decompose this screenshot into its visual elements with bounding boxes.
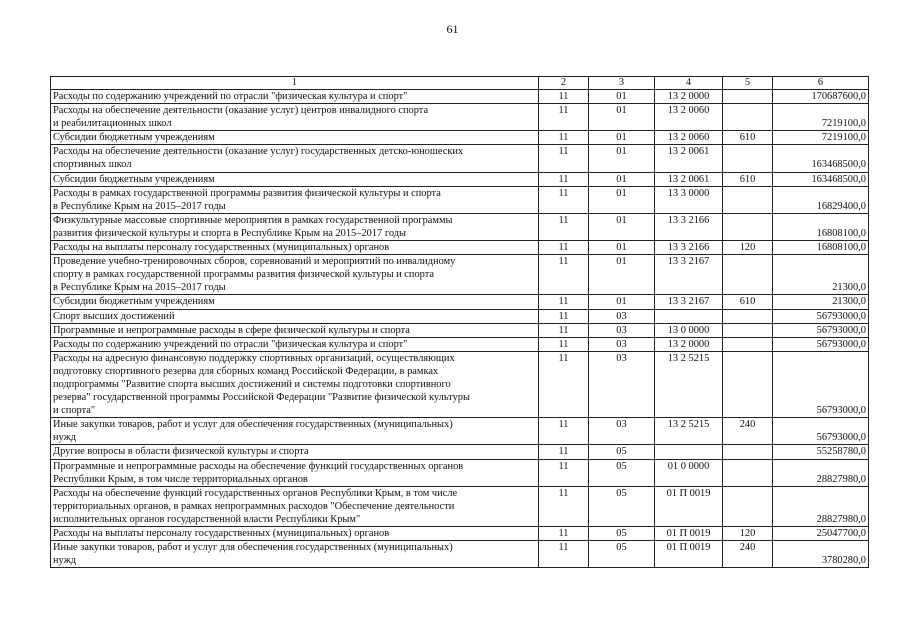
- subsection-cell: 01: [589, 241, 655, 255]
- expense-type-cell: 240: [723, 541, 773, 568]
- budget-table: [50, 76, 869, 568]
- subsection-cell: 01: [589, 213, 655, 240]
- row-name-line: Субсидии бюджетным учреждениям: [53, 173, 215, 185]
- row-name-line: Расходы на обеспечение функций государственных органов Республики Крым, в том числе: [53, 487, 458, 499]
- row-name-cell: [51, 213, 539, 240]
- row-name-line: Иные закупки товаров, работ и услуг для обеспечения государственных (муниципальных): [53, 542, 453, 554]
- column-header: 1: [51, 77, 539, 90]
- subsection-cell: 01: [589, 131, 655, 145]
- table-row: [51, 104, 869, 131]
- row-name-cell: [51, 337, 539, 351]
- subsection-cell: 01: [589, 255, 655, 295]
- table-row: [51, 541, 869, 568]
- table-row: [51, 213, 869, 240]
- column-header: 6: [773, 77, 869, 90]
- expense-type-cell: [723, 255, 773, 295]
- section-cell: 11: [539, 418, 589, 445]
- section-cell: 11: [539, 351, 589, 417]
- row-name-line: и реабилитационных школ: [53, 118, 172, 130]
- amount-cell: 56793000,0: [773, 323, 869, 337]
- section-cell: 11: [539, 445, 589, 459]
- expense-type-cell: [723, 104, 773, 131]
- row-name-cell: [51, 486, 539, 526]
- amount-cell: 25047700,0: [773, 527, 869, 541]
- amount-cell: 21300,0: [773, 255, 869, 295]
- subsection-cell: 03: [589, 351, 655, 417]
- table-row: [51, 337, 869, 351]
- row-name-line: в Республике Крым на 2015–2017 годы: [53, 282, 226, 294]
- row-name-cell: [51, 351, 539, 417]
- row-name-cell: [51, 241, 539, 255]
- section-cell: 11: [539, 541, 589, 568]
- column-header: 2: [539, 77, 589, 90]
- row-name-cell: [51, 541, 539, 568]
- amount-cell: 56793000,0: [773, 309, 869, 323]
- amount-cell: 55258780,0: [773, 445, 869, 459]
- row-name-line: подготовку спортивного резерва для сборных команд Российской Федерации, в рамках: [53, 365, 439, 377]
- table-row: [51, 418, 869, 445]
- amount-cell: 163468500,0: [773, 145, 869, 172]
- row-name-line: Субсидии бюджетным учреждениям: [53, 296, 215, 308]
- section-cell: 11: [539, 131, 589, 145]
- section-cell: 11: [539, 323, 589, 337]
- row-name-cell: [51, 104, 539, 131]
- table-row: [51, 145, 869, 172]
- expense-type-cell: [723, 459, 773, 486]
- expense-type-cell: [723, 145, 773, 172]
- row-name-line: Проведение учебно-тренировочных сборов, соревнований и мероприятий по инвалидному: [53, 256, 456, 268]
- expense-type-cell: [723, 309, 773, 323]
- row-name-cell: [51, 323, 539, 337]
- table-row: [51, 445, 869, 459]
- section-cell: 11: [539, 104, 589, 131]
- subsection-cell: 05: [589, 486, 655, 526]
- table-row: [51, 486, 869, 526]
- row-name-line: Расходы на адресную финансовую поддержку спортивных организаций, осуществляющих: [53, 352, 455, 364]
- row-name-line: подпрограммы "Развитие спорта высших достижений и системы подготовки спортивного: [53, 378, 451, 390]
- amount-cell: 56793000,0: [773, 418, 869, 445]
- row-name-line: развития физической культуры и спорта в Республике Крым на 2015–2017 годы: [53, 227, 406, 239]
- amount-cell: 21300,0: [773, 295, 869, 309]
- row-name-line: резерва" государственной программы Российской Федерации "Развитие физической культуры: [53, 392, 470, 404]
- section-cell: 11: [539, 295, 589, 309]
- table-header-row: [51, 77, 869, 90]
- row-name-line: Иные закупки товаров, работ и услуг для обеспечения государственных (муниципальных): [53, 419, 453, 431]
- expense-type-cell: [723, 186, 773, 213]
- row-name-cell: [51, 255, 539, 295]
- expense-type-cell: [723, 213, 773, 240]
- column-header: 3: [589, 77, 655, 90]
- target-article-cell: 13 2 0000: [655, 337, 723, 351]
- target-article-cell: 01 П 0019: [655, 486, 723, 526]
- subsection-cell: 05: [589, 445, 655, 459]
- amount-cell: 3780280,0: [773, 541, 869, 568]
- expense-type-cell: [723, 351, 773, 417]
- row-name-line: Расходы на обеспечение деятельности (оказание услуг) центров инвалидного спорта: [53, 105, 429, 117]
- expense-type-cell: [723, 445, 773, 459]
- table-row: [51, 323, 869, 337]
- amount-cell: 7219100,0: [773, 131, 869, 145]
- row-name-line: Расходы по содержанию учреждений по отрасли "физическая культура и спорт": [53, 338, 408, 350]
- table-row: [51, 309, 869, 323]
- table-row: [51, 295, 869, 309]
- row-name-line: Спорт высших достижений: [53, 310, 175, 322]
- section-cell: 11: [539, 241, 589, 255]
- table-row: [51, 90, 869, 104]
- row-name-cell: [51, 459, 539, 486]
- row-name-line: нужд: [53, 432, 77, 444]
- row-name-line: Программные и непрограммные расходы в сфере физической культуры и спорта: [53, 324, 410, 336]
- amount-cell: 28827980,0: [773, 459, 869, 486]
- section-cell: 11: [539, 186, 589, 213]
- subsection-cell: 01: [589, 90, 655, 104]
- target-article-cell: 13 2 0060: [655, 131, 723, 145]
- subsection-cell: 01: [589, 172, 655, 186]
- table-row: [51, 351, 869, 417]
- column-header: 4: [655, 77, 723, 90]
- target-article-cell: [655, 445, 723, 459]
- expense-type-cell: 610: [723, 131, 773, 145]
- expense-type-cell: 120: [723, 241, 773, 255]
- subsection-cell: 01: [589, 104, 655, 131]
- row-name-cell: [51, 186, 539, 213]
- target-article-cell: 13 3 2166: [655, 241, 723, 255]
- section-cell: 11: [539, 90, 589, 104]
- expense-type-cell: [723, 486, 773, 526]
- row-name-cell: [51, 131, 539, 145]
- row-name-line: Физкультурные массовые спортивные мероприятия в рамках государственной программы: [53, 214, 453, 226]
- target-article-cell: 13 3 2167: [655, 255, 723, 295]
- expense-type-cell: [723, 90, 773, 104]
- row-name-line: территориальных органов, в рамках непрограммных расходов "Обеспечение деятельности: [53, 500, 455, 512]
- page-number: 61: [446, 22, 459, 36]
- subsection-cell: 03: [589, 337, 655, 351]
- row-name-cell: [51, 445, 539, 459]
- target-article-cell: 01 П 0019: [655, 527, 723, 541]
- table-row: [51, 172, 869, 186]
- expense-type-cell: [723, 323, 773, 337]
- row-name-cell: [51, 418, 539, 445]
- table-row: [51, 459, 869, 486]
- column-header: 5: [723, 77, 773, 90]
- table-row: [51, 241, 869, 255]
- section-cell: 11: [539, 486, 589, 526]
- amount-cell: 170687600,0: [773, 90, 869, 104]
- target-article-cell: 13 3 0000: [655, 186, 723, 213]
- expense-type-cell: 610: [723, 172, 773, 186]
- row-name-line: Расходы на выплаты персоналу государственных (муниципальных) органов: [53, 242, 390, 254]
- target-article-cell: 13 2 0000: [655, 90, 723, 104]
- table-row: [51, 131, 869, 145]
- row-name-line: Расходы на выплаты персоналу государственных (муниципальных) органов: [53, 528, 390, 539]
- row-name-cell: [51, 145, 539, 172]
- target-article-cell: 01 0 0000: [655, 459, 723, 486]
- row-name-line: Другие вопросы в области физической культуры и спорта: [53, 446, 309, 458]
- amount-cell: 163468500,0: [773, 172, 869, 186]
- expense-type-cell: [723, 337, 773, 351]
- section-cell: 11: [539, 459, 589, 486]
- amount-cell: 16808100,0: [773, 213, 869, 240]
- row-name-cell: [51, 309, 539, 323]
- subsection-cell: 01: [589, 295, 655, 309]
- target-article-cell: [655, 309, 723, 323]
- amount-cell: 16829400,0: [773, 186, 869, 213]
- section-cell: 11: [539, 213, 589, 240]
- subsection-cell: 03: [589, 418, 655, 445]
- row-name-cell: [51, 172, 539, 186]
- subsection-cell: 01: [589, 145, 655, 172]
- target-article-cell: 13 3 2167: [655, 295, 723, 309]
- row-name-line: спорту в рамках государственной программы развития физической культуры и спорта: [53, 269, 435, 281]
- row-name-line: Субсидии бюджетным учреждениям: [53, 132, 215, 144]
- subsection-cell: 03: [589, 309, 655, 323]
- target-article-cell: 01 П 0019: [655, 541, 723, 568]
- row-name-line: Республики Крым, в том числе территориальных органов: [53, 473, 308, 485]
- target-article-cell: 13 2 5215: [655, 351, 723, 417]
- expense-type-cell: 240: [723, 418, 773, 445]
- row-name-line: Расходы на обеспечение деятельности (оказание услуг) государственных детско-юношеских: [53, 146, 464, 158]
- row-name-line: в Республике Крым на 2015–2017 годы: [53, 200, 226, 212]
- subsection-cell: 05: [589, 527, 655, 541]
- expense-type-cell: 610: [723, 295, 773, 309]
- target-article-cell: 13 3 2166: [655, 213, 723, 240]
- section-cell: 11: [539, 309, 589, 323]
- amount-cell: 28827980,0: [773, 486, 869, 526]
- subsection-cell: 05: [589, 541, 655, 568]
- row-name-line: Расходы по содержанию учреждений по отрасли "физическая культура и спорт": [53, 91, 408, 102]
- row-name-cell: [51, 90, 539, 104]
- table-row: [51, 527, 869, 541]
- subsection-cell: 05: [589, 459, 655, 486]
- amount-cell: 7219100,0: [773, 104, 869, 131]
- amount-cell: 56793000,0: [773, 337, 869, 351]
- target-article-cell: 13 0 0000: [655, 323, 723, 337]
- row-name-line: и спорта": [53, 405, 96, 417]
- section-cell: 11: [539, 527, 589, 541]
- row-name-line: Расходы в рамках государственной программы развития физической культуры и спорта: [53, 187, 441, 199]
- expense-type-cell: 120: [723, 527, 773, 541]
- row-name-cell: [51, 527, 539, 541]
- target-article-cell: 13 2 5215: [655, 418, 723, 445]
- table-row: [51, 186, 869, 213]
- target-article-cell: 13 2 0061: [655, 145, 723, 172]
- row-name-line: исполнительных органов государственной власти Республики Крым": [53, 513, 361, 525]
- target-article-cell: 13 2 0061: [655, 172, 723, 186]
- amount-cell: 16808100,0: [773, 241, 869, 255]
- amount-cell: 56793000,0: [773, 351, 869, 417]
- row-name-cell: [51, 295, 539, 309]
- row-name-line: спортивных школ: [53, 159, 132, 171]
- target-article-cell: 13 2 0060: [655, 104, 723, 131]
- row-name-line: нужд: [53, 555, 77, 567]
- table-row: [51, 255, 869, 295]
- section-cell: 11: [539, 145, 589, 172]
- section-cell: 11: [539, 255, 589, 295]
- section-cell: 11: [539, 337, 589, 351]
- section-cell: 11: [539, 172, 589, 186]
- row-name-line: Программные и непрограммные расходы на обеспечение функций государственных органов: [53, 460, 464, 472]
- subsection-cell: 03: [589, 323, 655, 337]
- subsection-cell: 01: [589, 186, 655, 213]
